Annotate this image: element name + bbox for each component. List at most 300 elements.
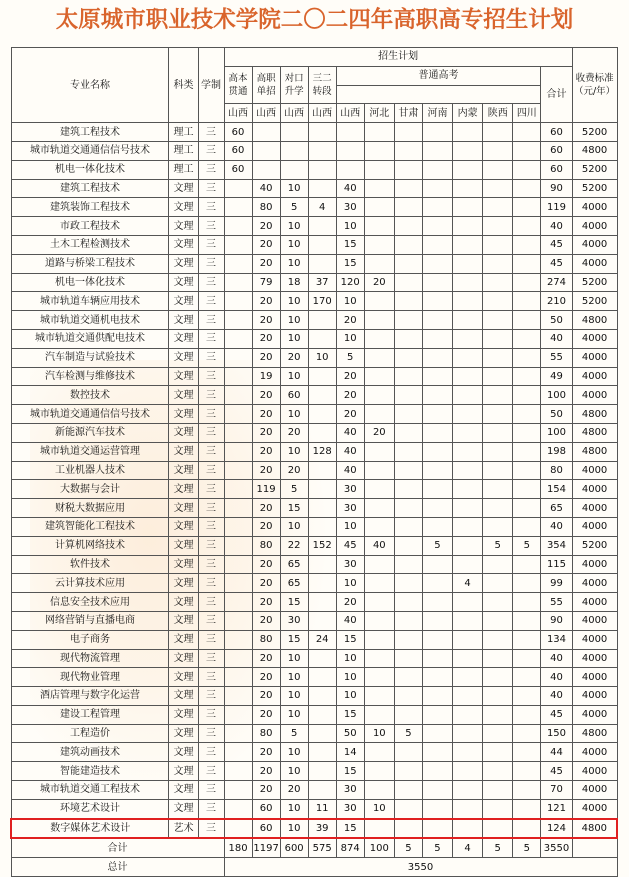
table-cell xyxy=(224,348,252,367)
table-cell: 4800 xyxy=(572,442,617,461)
table-cell xyxy=(308,405,336,424)
table-row xyxy=(11,480,617,499)
table-cell xyxy=(224,367,252,386)
table-cell: 40 xyxy=(541,649,572,668)
header-total: 合计 xyxy=(541,66,572,122)
table-cell xyxy=(308,611,336,630)
table-cell: 20 xyxy=(252,442,280,461)
table-cell: 20 xyxy=(252,329,280,348)
table-cell: 10 xyxy=(336,217,364,236)
table-cell xyxy=(364,461,394,480)
table-cell: 30 xyxy=(336,799,364,818)
major-name-cell: 信息安全技术应用 xyxy=(11,593,169,612)
table-cell xyxy=(422,574,452,593)
table-cell: 文理 xyxy=(169,687,198,706)
table-cell: 三 xyxy=(198,762,224,781)
table-cell xyxy=(422,292,452,311)
table-cell: 文理 xyxy=(169,423,198,442)
table-cell: 39 xyxy=(308,819,336,839)
table-cell xyxy=(308,724,336,743)
table-cell: 20 xyxy=(252,574,280,593)
table-cell: 三 xyxy=(198,123,224,142)
table-cell: 24 xyxy=(308,630,336,649)
major-name-cell: 汽车制造与试验技术 xyxy=(11,348,169,367)
table-cell xyxy=(364,630,394,649)
table-cell: 15 xyxy=(336,819,364,839)
table-cell xyxy=(308,555,336,574)
table-cell: 40 xyxy=(336,442,364,461)
table-cell: 5 xyxy=(280,724,308,743)
table-cell: 65 xyxy=(280,555,308,574)
table-cell xyxy=(394,762,422,781)
table-row xyxy=(11,705,617,724)
table-cell: 4000 xyxy=(572,348,617,367)
table-cell: 5 xyxy=(513,536,541,555)
table-row xyxy=(11,123,617,142)
table-cell xyxy=(394,687,422,706)
table-cell xyxy=(394,423,422,442)
table-cell: 37 xyxy=(308,273,336,292)
table-cell: 120 xyxy=(336,273,364,292)
table-cell xyxy=(224,630,252,649)
table-row xyxy=(11,311,617,330)
table-cell xyxy=(336,160,364,179)
table-cell: 三 xyxy=(198,593,224,612)
table-cell: 65 xyxy=(541,499,572,518)
table-cell xyxy=(483,386,513,405)
table-cell: 文理 xyxy=(169,348,198,367)
table-cell xyxy=(224,762,252,781)
table-cell: 11 xyxy=(308,799,336,818)
table-cell: 理工 xyxy=(169,141,198,160)
page-title: 太原城市职业技术学院二〇二四年高职高专招生计划 xyxy=(55,7,574,33)
table-cell xyxy=(308,687,336,706)
table-cell xyxy=(483,198,513,217)
table-cell: 14 xyxy=(336,743,364,762)
table-cell: 20 xyxy=(252,386,280,405)
table-cell xyxy=(422,724,452,743)
table-cell xyxy=(483,724,513,743)
table-cell: 40 xyxy=(336,423,364,442)
table-cell xyxy=(483,461,513,480)
table-cell: 79 xyxy=(252,273,280,292)
table-cell xyxy=(280,160,308,179)
table-cell xyxy=(422,123,452,142)
header-province: 河北 xyxy=(364,104,394,123)
table-cell: 文理 xyxy=(169,705,198,724)
table-cell xyxy=(453,762,483,781)
table-cell: 50 xyxy=(541,311,572,330)
table-cell xyxy=(224,499,252,518)
major-name-cell: 计算机网络技术 xyxy=(11,536,169,555)
table-cell xyxy=(513,160,541,179)
table-cell: 4000 xyxy=(572,517,617,536)
table-cell xyxy=(483,329,513,348)
table-cell: 10 xyxy=(336,574,364,593)
table-cell xyxy=(513,781,541,800)
subtotal-cell: 5 xyxy=(483,838,513,857)
table-cell: 文理 xyxy=(169,311,198,330)
table-cell xyxy=(483,292,513,311)
table-cell: 15 xyxy=(336,235,364,254)
table-cell: 210 xyxy=(541,292,572,311)
table-cell xyxy=(483,799,513,818)
major-name-cell: 软件技术 xyxy=(11,555,169,574)
table-cell: 134 xyxy=(541,630,572,649)
table-cell: 10 xyxy=(280,405,308,424)
table-row xyxy=(11,668,617,687)
subtotal-cell: 600 xyxy=(280,838,308,857)
table-cell: 15 xyxy=(336,762,364,781)
table-cell: 4800 xyxy=(572,724,617,743)
major-name-cell: 云计算技术应用 xyxy=(11,574,169,593)
table-cell xyxy=(224,480,252,499)
table-cell: 5200 xyxy=(572,292,617,311)
table-cell: 4000 xyxy=(572,668,617,687)
table-cell xyxy=(308,593,336,612)
table-cell: 10 xyxy=(280,819,308,839)
table-cell: 4000 xyxy=(572,480,617,499)
table-cell xyxy=(308,517,336,536)
table-cell xyxy=(364,743,394,762)
table-cell: 文理 xyxy=(169,574,198,593)
table-cell xyxy=(364,292,394,311)
table-cell xyxy=(394,461,422,480)
table-cell xyxy=(224,386,252,405)
table-cell xyxy=(483,705,513,724)
header-province: 山西 xyxy=(308,104,336,123)
table-cell: 15 xyxy=(280,630,308,649)
table-cell xyxy=(224,442,252,461)
table-cell: 20 xyxy=(252,405,280,424)
table-cell: 10 xyxy=(280,668,308,687)
table-cell: 20 xyxy=(252,611,280,630)
table-cell: 20 xyxy=(280,461,308,480)
table-cell xyxy=(513,179,541,198)
table-cell xyxy=(513,386,541,405)
table-cell: 20 xyxy=(252,762,280,781)
table-row xyxy=(11,517,617,536)
table-cell xyxy=(308,160,336,179)
table-cell: 40 xyxy=(541,517,572,536)
table-cell: 80 xyxy=(252,198,280,217)
table-row xyxy=(11,198,617,217)
major-name-cell: 市政工程技术 xyxy=(11,217,169,236)
table-cell xyxy=(483,367,513,386)
table-cell xyxy=(483,480,513,499)
table-cell: 4000 xyxy=(572,499,617,518)
header-province: 甘肃 xyxy=(394,104,422,123)
table-cell: 10 xyxy=(336,329,364,348)
table-cell: 40 xyxy=(252,179,280,198)
table-cell xyxy=(364,254,394,273)
table-cell: 15 xyxy=(336,254,364,273)
table-cell: 4800 xyxy=(572,141,617,160)
table-cell xyxy=(394,386,422,405)
table-cell: 三 xyxy=(198,480,224,499)
table-cell xyxy=(513,762,541,781)
table-cell xyxy=(422,687,452,706)
table-cell xyxy=(453,630,483,649)
table-cell: 10 xyxy=(336,649,364,668)
major-name-cell: 城市轨道交通通信信号技术 xyxy=(11,405,169,424)
table-cell xyxy=(422,179,452,198)
table-cell: 5 xyxy=(280,480,308,499)
major-name-cell: 建筑智能化工程技术 xyxy=(11,517,169,536)
table-cell xyxy=(394,819,422,839)
table-cell: 20 xyxy=(252,461,280,480)
subtotal-row xyxy=(11,838,617,857)
table-cell: 文理 xyxy=(169,461,198,480)
table-cell xyxy=(513,141,541,160)
table-cell xyxy=(483,123,513,142)
table-cell: 4000 xyxy=(572,593,617,612)
table-cell xyxy=(513,254,541,273)
table-cell xyxy=(364,781,394,800)
table-cell xyxy=(224,517,252,536)
table-cell: 三 xyxy=(198,235,224,254)
table-row xyxy=(11,461,617,480)
table-cell xyxy=(453,743,483,762)
table-cell xyxy=(422,649,452,668)
table-cell xyxy=(422,705,452,724)
table-cell: 45 xyxy=(336,536,364,555)
header-category: 科类 xyxy=(169,48,198,123)
table-cell: 20 xyxy=(252,311,280,330)
table-row xyxy=(11,254,617,273)
table-row xyxy=(11,141,617,160)
header-general: 普通高考 xyxy=(336,66,541,85)
major-name-cell: 建筑工程技术 xyxy=(11,123,169,142)
table-row xyxy=(11,160,617,179)
table-cell: 20 xyxy=(252,217,280,236)
table-cell xyxy=(453,292,483,311)
table-row xyxy=(11,423,617,442)
table-cell: 4000 xyxy=(572,743,617,762)
table-cell xyxy=(252,160,280,179)
table-cell xyxy=(453,405,483,424)
table-cell: 4000 xyxy=(572,254,617,273)
table-cell: 4000 xyxy=(572,799,617,818)
table-cell: 10 xyxy=(280,217,308,236)
enrollment-table xyxy=(10,47,618,877)
table-cell: 49 xyxy=(541,367,572,386)
table-cell xyxy=(453,235,483,254)
table-cell: 4000 xyxy=(572,574,617,593)
major-name-cell: 电子商务 xyxy=(11,630,169,649)
table-cell xyxy=(364,819,394,839)
table-cell xyxy=(364,179,394,198)
header-province: 内蒙 xyxy=(453,104,483,123)
table-cell xyxy=(308,762,336,781)
table-cell xyxy=(364,405,394,424)
table-cell: 70 xyxy=(541,781,572,800)
table-cell: 10 xyxy=(280,311,308,330)
table-cell xyxy=(308,705,336,724)
header-group-4: 三二转段 xyxy=(308,66,336,104)
table-cell xyxy=(453,499,483,518)
major-name-cell: 数字媒体艺术设计 xyxy=(11,819,169,839)
table-cell xyxy=(453,386,483,405)
table-cell: 10 xyxy=(280,179,308,198)
table-cell: 65 xyxy=(280,574,308,593)
table-cell: 三 xyxy=(198,724,224,743)
table-cell xyxy=(364,649,394,668)
table-cell xyxy=(394,574,422,593)
table-cell: 文理 xyxy=(169,668,198,687)
table-cell xyxy=(224,235,252,254)
table-cell xyxy=(394,123,422,142)
table-row xyxy=(11,217,617,236)
table-cell: 30 xyxy=(336,499,364,518)
table-row xyxy=(11,329,617,348)
table-cell: 50 xyxy=(336,724,364,743)
table-cell xyxy=(483,160,513,179)
table-cell xyxy=(394,743,422,762)
table-cell xyxy=(252,123,280,142)
table-cell: 文理 xyxy=(169,292,198,311)
table-cell: 文理 xyxy=(169,198,198,217)
table-cell xyxy=(483,819,513,839)
table-cell: 4000 xyxy=(572,329,617,348)
table-cell xyxy=(513,423,541,442)
table-cell xyxy=(513,649,541,668)
table-cell xyxy=(308,311,336,330)
table-cell: 文理 xyxy=(169,611,198,630)
table-cell xyxy=(308,141,336,160)
table-cell xyxy=(422,781,452,800)
table-cell: 三 xyxy=(198,329,224,348)
table-cell: 4000 xyxy=(572,649,617,668)
table-cell xyxy=(308,179,336,198)
table-row xyxy=(11,386,617,405)
table-cell xyxy=(364,367,394,386)
table-cell xyxy=(513,517,541,536)
table-cell: 10 xyxy=(336,687,364,706)
table-cell xyxy=(513,705,541,724)
table-cell xyxy=(364,687,394,706)
table-cell: 10 xyxy=(364,799,394,818)
table-cell xyxy=(224,574,252,593)
table-cell xyxy=(513,273,541,292)
table-cell: 128 xyxy=(308,442,336,461)
major-name-cell: 城市轨道交通通信信号技术 xyxy=(11,141,169,160)
table-cell xyxy=(453,555,483,574)
table-cell: 10 xyxy=(336,517,364,536)
table-cell: 4000 xyxy=(572,461,617,480)
header-province: 河南 xyxy=(422,104,452,123)
table-cell xyxy=(394,198,422,217)
table-cell xyxy=(453,781,483,800)
table-cell: 三 xyxy=(198,574,224,593)
table-row xyxy=(11,348,617,367)
table-cell: 10 xyxy=(280,442,308,461)
table-cell xyxy=(394,141,422,160)
table-cell: 10 xyxy=(280,705,308,724)
table-cell: 60 xyxy=(252,799,280,818)
table-row xyxy=(11,819,617,839)
grand-total-row xyxy=(11,858,617,877)
table-cell: 20 xyxy=(252,235,280,254)
major-name-cell: 城市轨道车辆应用技术 xyxy=(11,292,169,311)
table-cell xyxy=(364,611,394,630)
table-cell xyxy=(513,630,541,649)
header-province: 山西 xyxy=(336,104,364,123)
table-cell xyxy=(224,705,252,724)
major-name-cell: 现代物业管理 xyxy=(11,668,169,687)
table-cell: 文理 xyxy=(169,217,198,236)
table-cell: 18 xyxy=(280,273,308,292)
table-cell xyxy=(394,593,422,612)
table-cell xyxy=(224,593,252,612)
table-cell xyxy=(422,442,452,461)
table-cell: 20 xyxy=(364,423,394,442)
subtotal-cell: 4 xyxy=(453,838,483,857)
table-cell xyxy=(422,329,452,348)
table-cell: 5200 xyxy=(572,123,617,142)
table-cell xyxy=(394,630,422,649)
table-cell xyxy=(422,819,452,839)
table-row xyxy=(11,574,617,593)
table-cell: 30 xyxy=(280,611,308,630)
table-cell xyxy=(422,668,452,687)
header-duration: 学制 xyxy=(198,48,224,123)
table-cell xyxy=(224,217,252,236)
table-cell: 10 xyxy=(280,762,308,781)
table-cell xyxy=(394,367,422,386)
table-cell xyxy=(224,649,252,668)
table-cell: 文理 xyxy=(169,762,198,781)
table-cell xyxy=(224,536,252,555)
table-cell: 55 xyxy=(541,593,572,612)
subtotal-cell: 100 xyxy=(364,838,394,857)
table-cell xyxy=(394,179,422,198)
table-cell: 15 xyxy=(336,705,364,724)
table-cell xyxy=(364,235,394,254)
table-cell: 4800 xyxy=(572,819,617,839)
major-name-cell: 工程造价 xyxy=(11,724,169,743)
table-cell xyxy=(483,630,513,649)
table-cell xyxy=(453,442,483,461)
table-cell xyxy=(224,254,252,273)
table-cell xyxy=(513,574,541,593)
table-cell: 121 xyxy=(541,799,572,818)
table-cell xyxy=(483,499,513,518)
table-cell xyxy=(394,405,422,424)
table-cell xyxy=(422,555,452,574)
table-cell: 三 xyxy=(198,555,224,574)
table-cell: 22 xyxy=(280,536,308,555)
table-cell xyxy=(453,329,483,348)
table-cell xyxy=(308,329,336,348)
table-cell: 4800 xyxy=(572,311,617,330)
table-cell xyxy=(453,687,483,706)
table-cell: 10 xyxy=(280,743,308,762)
table-cell: 20 xyxy=(252,781,280,800)
table-cell xyxy=(394,254,422,273)
table-cell: 三 xyxy=(198,461,224,480)
table-cell xyxy=(513,555,541,574)
table-cell xyxy=(308,235,336,254)
table-cell xyxy=(394,235,422,254)
table-row xyxy=(11,762,617,781)
header-group-2: 高职单招 xyxy=(252,66,280,104)
table-cell xyxy=(513,292,541,311)
table-cell: 5200 xyxy=(572,536,617,555)
table-cell: 20 xyxy=(252,668,280,687)
table-cell xyxy=(453,367,483,386)
table-cell: 理工 xyxy=(169,160,198,179)
